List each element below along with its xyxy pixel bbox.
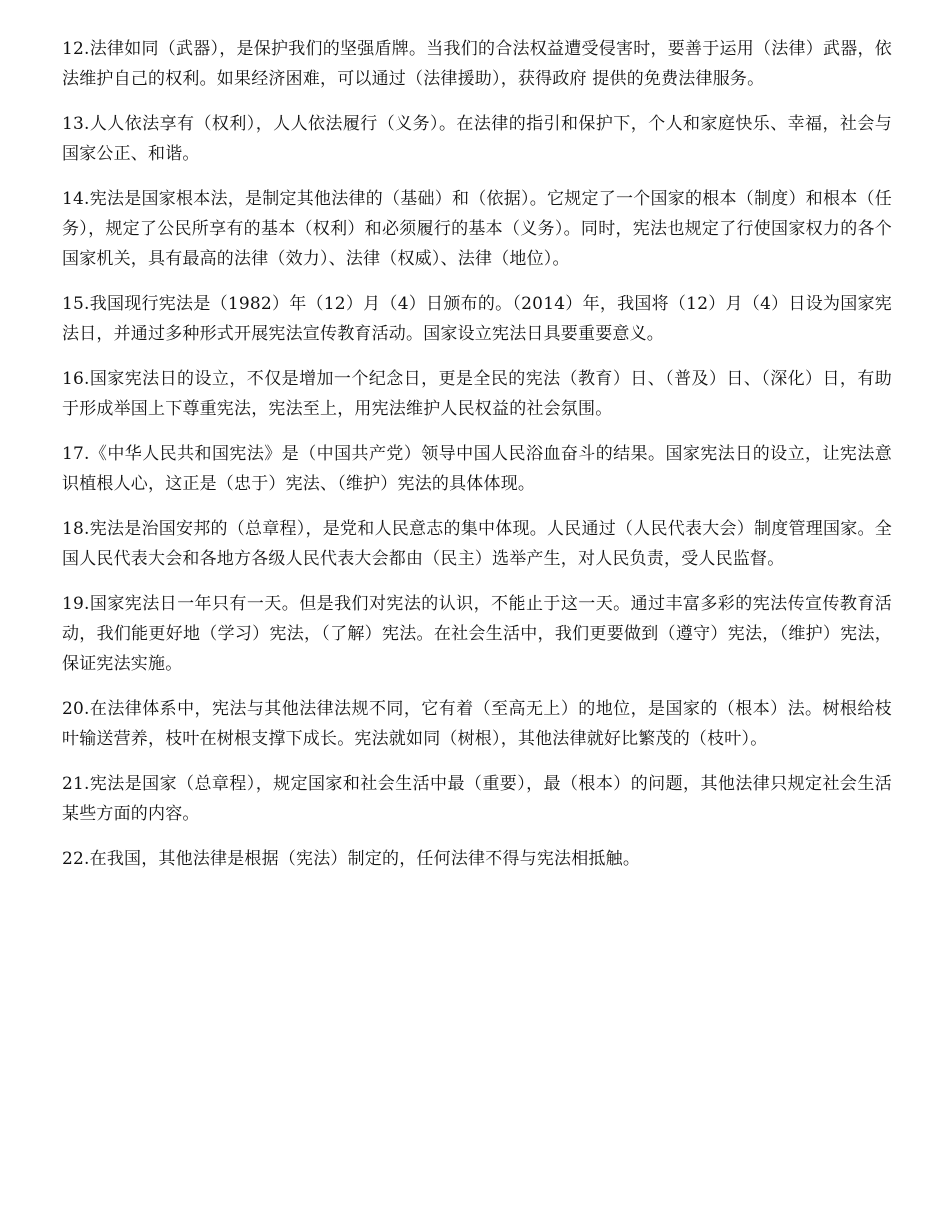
item-12: 12.法律如同（武器），是保护我们的坚强盾牌。当我们的合法权益遭受侵害时，要善于运用（法律）武器，依法维护自己的权利。如果经济困难，可以通过（法律援助），获得政府 提供的免费法律服务。 [62, 39, 892, 89]
item-18: 18.宪法是治国安邦的（总章程），是党和人民意志的集中体现。人民通过（人民代表大会）制度管理国家。全国人民代表大会和各地方各级人民代表大会都由（民主）选举产生，对人民负责，受人民监督。 [62, 519, 892, 569]
item-14: 14.宪法是国家根本法，是制定其他法律的（基础）和（依据）。它规定了一个国家的根本（制度）和根本（任务），规定了公民所享有的基本（权利）和必须履行的基本（义务）。同时，宪法也规定了行使国家权力的各个国家机关，具有最高的法律（效力）、法律（权威）、法律（地位）。 [62, 189, 892, 269]
item-21: 21.宪法是国家（总章程），规定国家和社会生活中最（重要），最（根本）的问题，其他法律只规定社会生活某些方面的内容。 [62, 774, 892, 824]
item-19: 19.国家宪法日一年只有一天。但是我们对宪法的认识，不能止于这一天。通过丰富多彩的宪法传宣传教育活动，我们能更好地（学习）宪法，（了解）宪法。在社会生活中，我们更要做到（遵守）宪法，（维护）宪法，保证宪法实施。 [62, 594, 892, 674]
item-22: 22.在我国，其他法律是根据（宪法）制定的，任何法律不得与宪法相抵触。 [62, 849, 641, 869]
item-13: 13.人人依法享有（权利），人人依法履行（义务）。在法律的指引和保护下，个人和家庭快乐、幸福，社会与国家公正、和谐。 [62, 114, 892, 164]
item-17: 17.《中华人民共和国宪法》是（中国共产党）领导中国人民浴血奋斗的结果。国家宪法日的设立，让宪法意识植根人心，这正是（忠于）宪法、（维护）宪法的具体体现。 [62, 444, 892, 494]
item-15: 15.我国现行宪法是（1982）年（12）月（4）日颁布的。（2014）年，我国将（12）月（4）日设为国家宪法日，并通过多种形式开展宪法宣传教育活动。国家设立宪法日具要重要意义。 [62, 294, 892, 344]
document-page [62, 34, 892, 889]
item-20: 20.在法律体系中，宪法与其他法律法规不同，它有着（至高无上）的地位，是国家的（根本）法。树根给枝叶输送营养，枝叶在树根支撑下成长。宪法就如同（树根），其他法律就好比繁茂的（枝叶）。 [62, 699, 892, 749]
item-16: 16.国家宪法日的设立，不仅是增加一个纪念日，更是全民的宪法（教育）日、（普及）日、（深化）日，有助于形成举国上下尊重宪法，宪法至上，用宪法维护人民权益的社会氛围。 [62, 369, 892, 419]
